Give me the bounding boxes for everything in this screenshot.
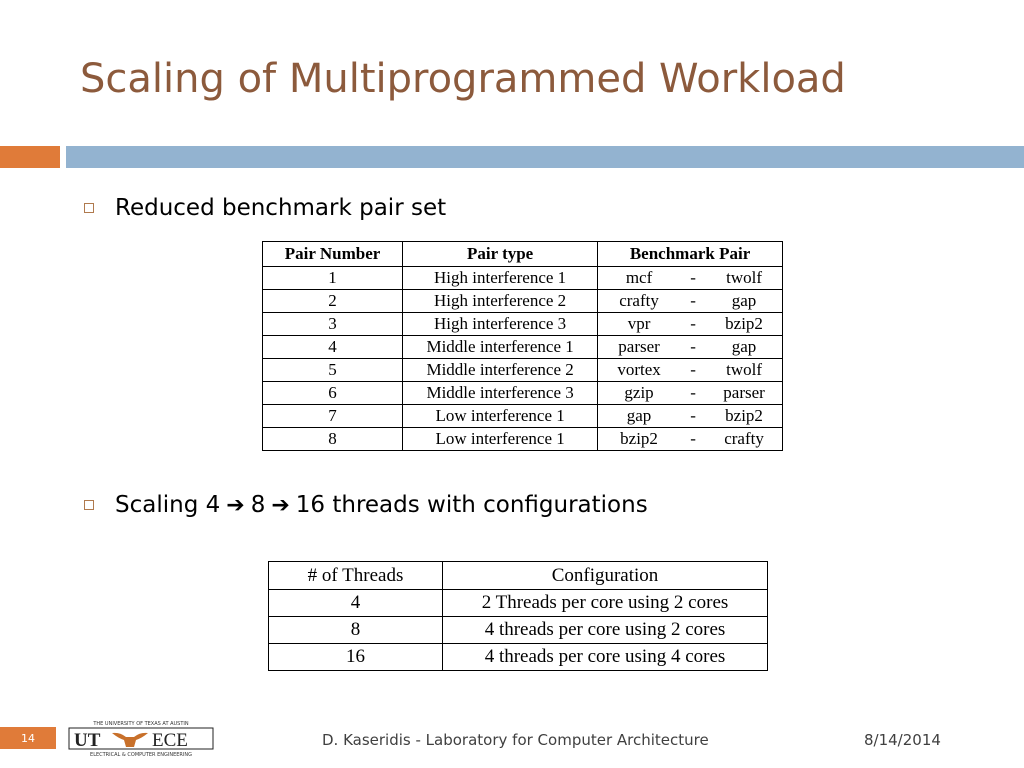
- table-row: [269, 617, 768, 644]
- arrow-right-icon: ➔: [226, 492, 245, 518]
- benchmark-a: gap: [626, 406, 652, 425]
- benchmark-a: vpr: [627, 314, 651, 333]
- logo-ece-text: ECE: [152, 730, 188, 751]
- column-header: Configuration: [443, 562, 768, 590]
- arrow-right-icon: ➔: [271, 492, 290, 518]
- pair-number-cell: 8: [263, 428, 403, 451]
- table-row: [263, 267, 783, 290]
- pair-number-cell: 2: [263, 290, 403, 313]
- benchmark-a: parser: [618, 337, 660, 356]
- pair-number-cell: 3: [263, 313, 403, 336]
- thread-count-cell: 4: [269, 590, 443, 617]
- table-row: [263, 405, 783, 428]
- benchmark-a: mcf: [625, 268, 653, 287]
- slide-title: Scaling of Multiprogrammed Workload: [80, 56, 846, 102]
- benchmark-separator: -: [690, 406, 696, 425]
- logo-ut-text: UT: [74, 730, 101, 751]
- benchmark-b: twolf: [726, 360, 762, 379]
- table-row: [269, 644, 768, 671]
- thread-count-cell: 16: [269, 644, 443, 671]
- logo-bottom-text: ELECTRICAL & COMPUTER ENGINEERING: [90, 752, 192, 758]
- benchmark-a: vortex: [617, 360, 661, 379]
- ut-ece-logo: [68, 720, 214, 758]
- table-row: [263, 382, 783, 405]
- pair-type-cell: High interference 3: [403, 313, 598, 336]
- logo-top-text: THE UNIVERSITY OF TEXAS AT AUSTIN: [93, 721, 189, 727]
- longhorn-icon: [112, 733, 148, 747]
- column-header: Benchmark Pair: [598, 242, 783, 267]
- bullet-reduced-pair-set: [84, 195, 446, 221]
- table-header-row: [269, 562, 768, 590]
- table-row: [263, 313, 783, 336]
- column-header: Pair Number: [263, 242, 403, 267]
- benchmark-b: gap: [731, 337, 757, 356]
- benchmark-separator: -: [690, 383, 696, 402]
- bullet-square-icon: [84, 203, 94, 213]
- slide-number: 14: [0, 727, 56, 749]
- pair-type-cell: Low interference 1: [403, 405, 598, 428]
- bullet-text-suffix: 16 threads with configurations: [295, 492, 648, 518]
- benchmark-b: crafty: [724, 429, 764, 448]
- table-row: [263, 428, 783, 451]
- benchmark-b: parser: [723, 383, 765, 402]
- pair-number-cell: 6: [263, 382, 403, 405]
- configuration-cell: 2 Threads per core using 2 cores: [443, 590, 768, 617]
- benchmark-separator: -: [690, 314, 696, 333]
- benchmark-pair-cell: [598, 405, 783, 428]
- table-header-row: [263, 242, 783, 267]
- pair-number-cell: 4: [263, 336, 403, 359]
- benchmark-b: bzip2: [725, 406, 763, 425]
- benchmark-pair-table: [262, 241, 783, 451]
- pair-type-cell: High interference 1: [403, 267, 598, 290]
- benchmark-a: crafty: [619, 291, 659, 310]
- thread-configuration-table: [268, 561, 768, 671]
- benchmark-a: gzip: [624, 383, 654, 402]
- benchmark-pair-cell: [598, 290, 783, 313]
- footer-author: D. Kaseridis - Laboratory for Computer Architecture: [322, 731, 709, 749]
- benchmark-separator: -: [690, 429, 696, 448]
- pair-type-cell: Middle interference 3: [403, 382, 598, 405]
- bullet-text: Reduced benchmark pair set: [115, 195, 447, 221]
- benchmark-separator: -: [690, 360, 696, 379]
- benchmark-pair-cell: [598, 313, 783, 336]
- benchmark-a: bzip2: [620, 429, 658, 448]
- pair-type-cell: Middle interference 2: [403, 359, 598, 382]
- title-accent-blue-bar: [66, 146, 1024, 168]
- pair-type-cell: Middle interference 1: [403, 336, 598, 359]
- pair-number-cell: 5: [263, 359, 403, 382]
- pair-type-cell: Low interference 1: [403, 428, 598, 451]
- column-header: # of Threads: [269, 562, 443, 590]
- configuration-cell: 4 threads per core using 2 cores: [443, 617, 768, 644]
- benchmark-pair-cell: [598, 382, 783, 405]
- bullet-text-mid: 8: [250, 492, 266, 518]
- benchmark-pair-cell: [598, 336, 783, 359]
- benchmark-separator: -: [690, 337, 696, 356]
- pair-number-cell: 7: [263, 405, 403, 428]
- pair-number-cell: 1: [263, 267, 403, 290]
- pair-type-cell: High interference 2: [403, 290, 598, 313]
- footer-date: 8/14/2014: [864, 731, 941, 749]
- table-row: [263, 359, 783, 382]
- benchmark-b: gap: [731, 291, 757, 310]
- benchmark-b: twolf: [726, 268, 762, 287]
- table-row: [269, 590, 768, 617]
- benchmark-separator: -: [690, 268, 696, 287]
- configuration-cell: 4 threads per core using 4 cores: [443, 644, 768, 671]
- thread-count-cell: 8: [269, 617, 443, 644]
- bullet-text-prefix: Scaling 4: [115, 492, 221, 518]
- benchmark-separator: -: [690, 291, 696, 310]
- benchmark-pair-cell: [598, 359, 783, 382]
- bullet-square-icon: [84, 500, 94, 510]
- table-row: [263, 290, 783, 313]
- benchmark-pair-cell: [598, 428, 783, 451]
- title-accent-orange-bar: [0, 146, 60, 168]
- column-header: Pair type: [403, 242, 598, 267]
- benchmark-b: bzip2: [725, 314, 763, 333]
- benchmark-pair-cell: [598, 267, 783, 290]
- table-row: [263, 336, 783, 359]
- bullet-scaling-threads: [84, 492, 648, 518]
